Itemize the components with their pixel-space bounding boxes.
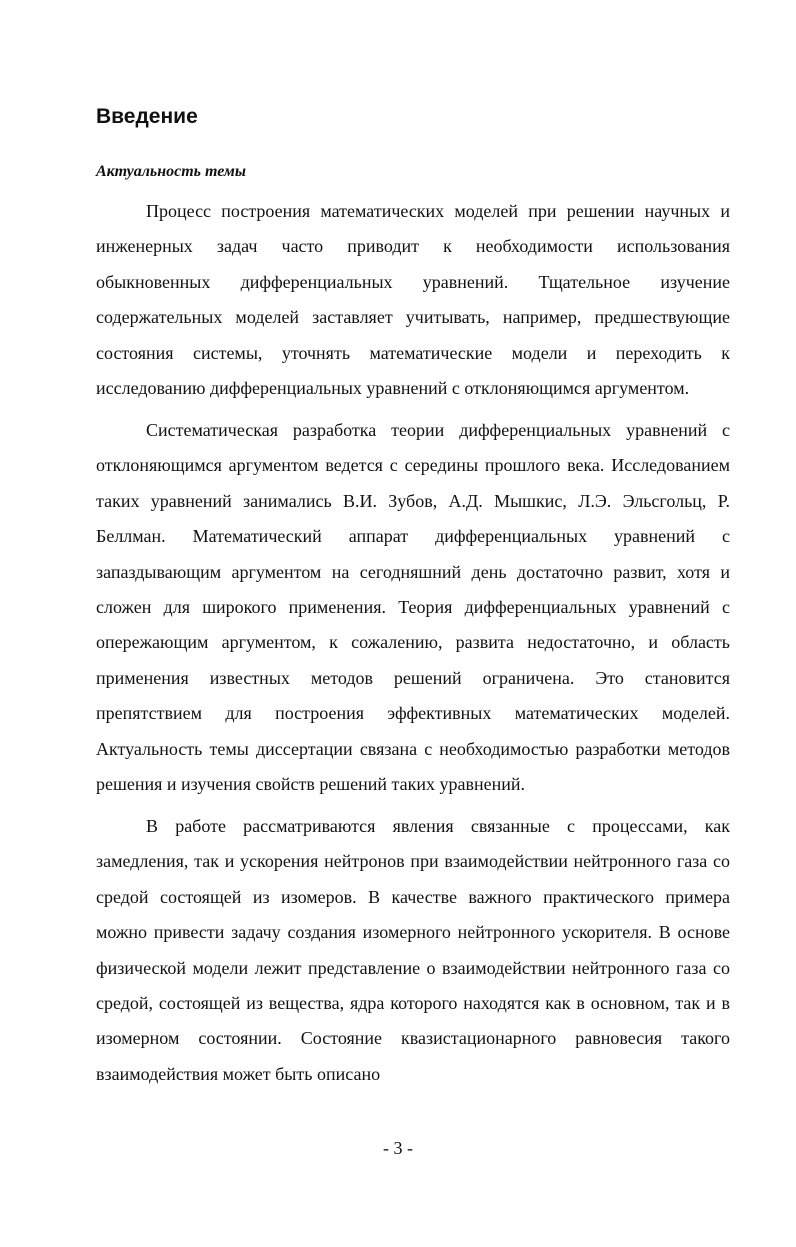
paragraph-3: В работе рассматриваются явления связанные с процессами, как замедления, так и ускорения нейтронов при взаимодействии нейтронного газа со средой состоящей из изомеров. В качестве важного практического примера можно привести задачу создания изомерного нейтронного ускорителя. В основе физической модели лежит представление о взаимодействии нейтронного газа со средой, состоящей из вещества, ядра которого находятся как в основном, так и в изомерном состоянии. Состояние квазистационарного равновесия такого взаимодействия может быть описано — [96, 816, 730, 1084]
subsection-heading: Актуальность темы — [96, 163, 246, 180]
paragraph-1: Процесс построения математических моделей при решении научных и инженерных задач часто приводит к необходимости использования обыкновенных дифференциальных уравнений. Тщательное изучение содержательных моделей заставляет учитывать, например, предшествующие состояния системы, уточнять математические модели и переходить к исследованию дифференциальных уравнений с отклоняющимся аргументом. — [96, 201, 730, 399]
page-number: - 3 - — [383, 1138, 413, 1158]
section-heading: Введение — [96, 105, 198, 128]
paragraph-2: Систематическая разработка теории дифференциальных уравнений с отклоняющимся аргументом ведется с середины прошлого века. Исследованием таких уравнений занимались В.И. Зубов, А.Д. Мышкис, Л.Э. Эльсгольц, Р. Беллман. Математический аппарат дифференциальных уравнений с запаздывающим аргументом на сегодняшний день достаточно развит, хотя и сложен для широкого применения. Теория дифференциальных уравнений с опережающим аргументом, к сожалению, развита недостаточно, и область применения известных методов решений ограничена. Это становится препятствием для построения эффективных математических моделей. Актуальность темы диссертации связана с необходимостью разработки методов решения и изучения свойств решений таких уравнений. — [96, 420, 730, 795]
